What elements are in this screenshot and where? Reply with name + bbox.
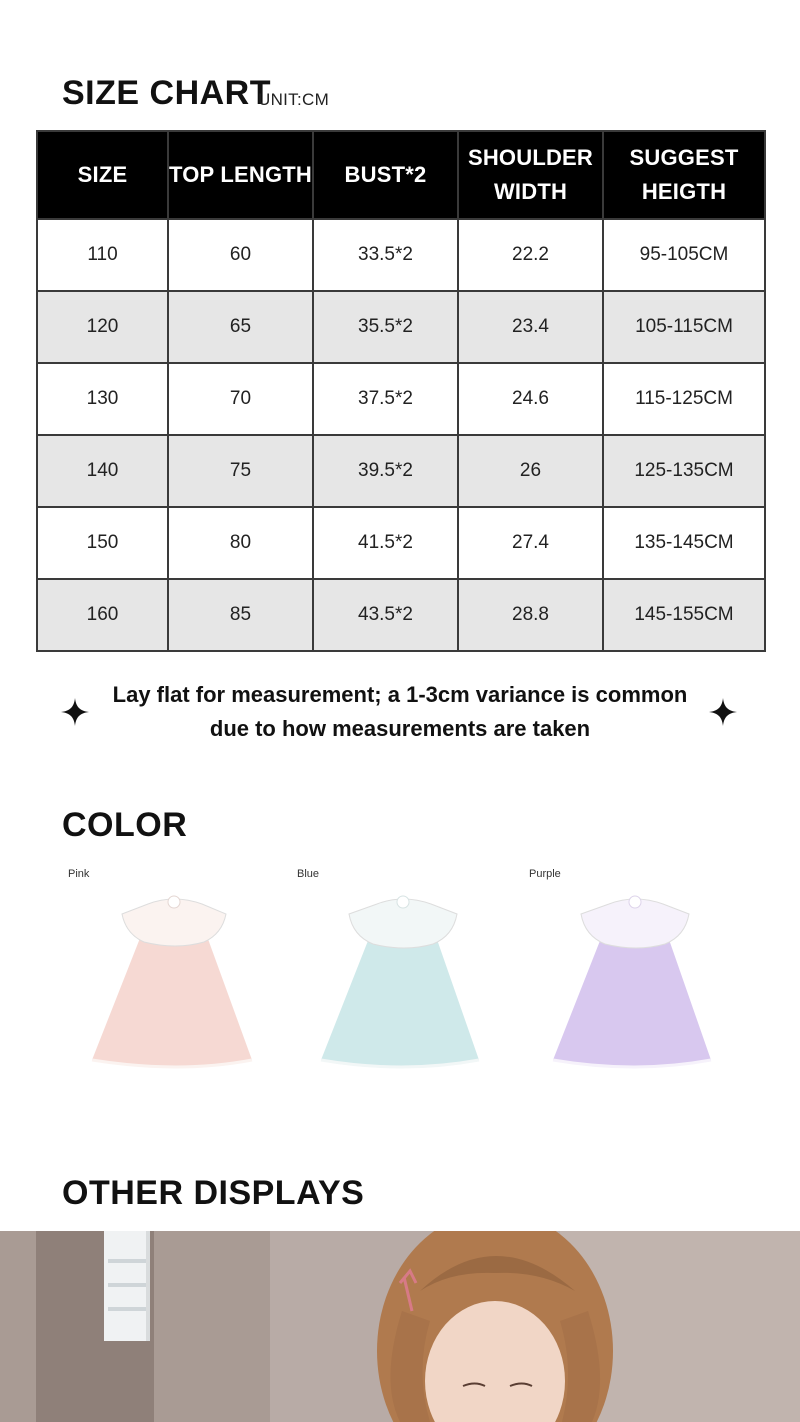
table-row (37, 363, 765, 435)
color-option-label: Purple (529, 868, 561, 880)
cell-suggest-height: 95-105CM (603, 219, 765, 291)
cell-top-length: 85 (168, 579, 313, 651)
other-displays-heading: OTHER DISPLAYS (62, 1174, 365, 1212)
table-row (37, 219, 765, 291)
cell-size: 120 (37, 291, 168, 363)
cell-size: 130 (37, 363, 168, 435)
cell-shoulder-width: 24.6 (458, 363, 603, 435)
size-chart-heading: SIZE CHART (62, 74, 271, 112)
table-header-row (37, 131, 765, 219)
color-option-pink[interactable] (64, 866, 294, 1076)
cell-bust: 41.5*2 (313, 507, 458, 579)
sparkle-star-icon (709, 698, 737, 726)
display-photo (0, 1231, 800, 1422)
header-size: SIZE (37, 131, 168, 219)
unit-label: UNIT:CM (258, 90, 330, 109)
cell-top-length: 80 (168, 507, 313, 579)
color-option-blue[interactable] (293, 866, 523, 1076)
cell-size: 140 (37, 435, 168, 507)
cell-suggest-height: 125-135CM (603, 435, 765, 507)
dress-image-purple (525, 884, 755, 1074)
header-shoulder-width: SHOULDER WIDTH (458, 131, 603, 219)
cell-bust: 33.5*2 (313, 219, 458, 291)
cell-bust: 43.5*2 (313, 579, 458, 651)
dress-image-blue (293, 884, 523, 1074)
cell-bust: 35.5*2 (313, 291, 458, 363)
cell-shoulder-width: 28.8 (458, 579, 603, 651)
note-line-2: due to how measurements are taken (209, 716, 591, 741)
cell-shoulder-width: 26 (458, 435, 603, 507)
cell-size: 110 (37, 219, 168, 291)
header-top-length: TOP LENGTH (168, 131, 313, 219)
cell-bust: 37.5*2 (313, 363, 458, 435)
cell-suggest-height: 115-125CM (603, 363, 765, 435)
header-bust: BUST*2 (313, 131, 458, 219)
cell-top-length: 75 (168, 435, 313, 507)
cell-shoulder-width: 27.4 (458, 507, 603, 579)
cell-shoulder-width: 22.2 (458, 219, 603, 291)
measurement-note (0, 678, 800, 746)
cell-top-length: 60 (168, 219, 313, 291)
note-line-1: Lay flat for measurement; a 1-3cm variance is common (112, 682, 688, 707)
cell-bust: 39.5*2 (313, 435, 458, 507)
color-option-label: Pink (68, 868, 90, 880)
size-table (36, 130, 766, 652)
color-option-label: Blue (297, 868, 320, 880)
cell-suggest-height: 135-145CM (603, 507, 765, 579)
table-row (37, 435, 765, 507)
table-row (37, 579, 765, 651)
table-body (37, 219, 765, 651)
table-row (37, 507, 765, 579)
color-heading: COLOR (62, 806, 188, 844)
cell-suggest-height: 145-155CM (603, 579, 765, 651)
cell-size: 150 (37, 507, 168, 579)
cell-shoulder-width: 23.4 (458, 291, 603, 363)
header-suggest-height: SUGGEST HEIGTH (603, 131, 765, 219)
cell-top-length: 65 (168, 291, 313, 363)
dress-image-pink (64, 884, 294, 1074)
cell-size: 160 (37, 579, 168, 651)
cell-top-length: 70 (168, 363, 313, 435)
cell-suggest-height: 105-115CM (603, 291, 765, 363)
table-row (37, 291, 765, 363)
color-option-purple[interactable] (525, 866, 755, 1076)
